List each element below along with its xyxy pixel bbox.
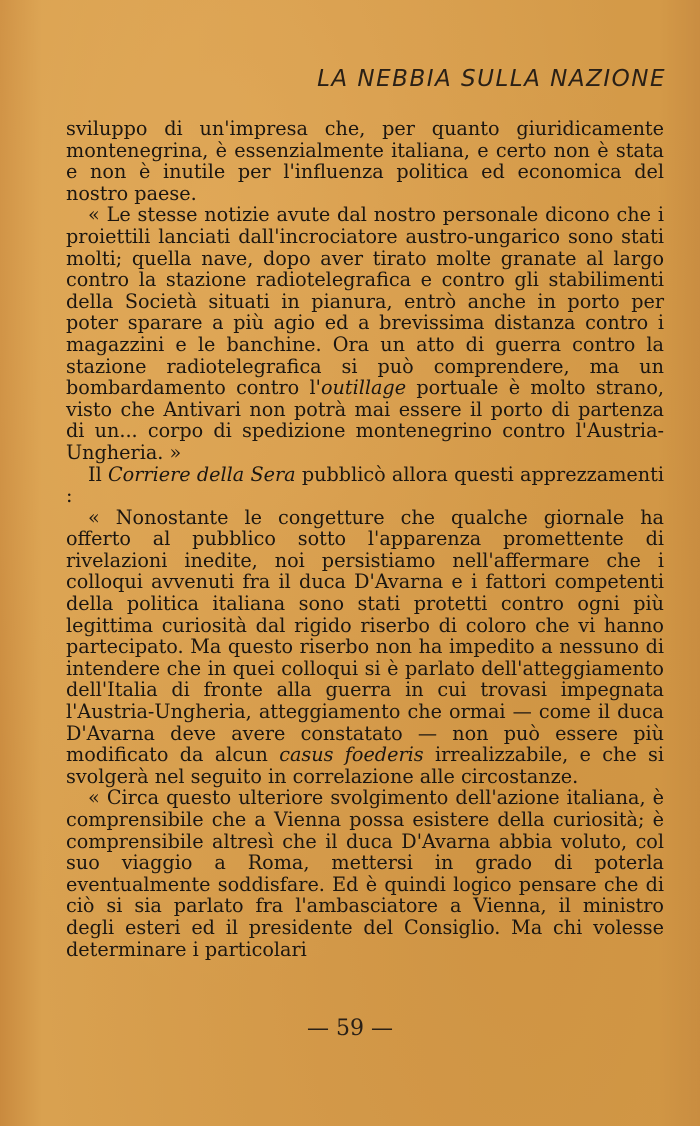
paragraph-3-italic-newspaper: Corriere della Sera (108, 462, 296, 486)
paragraph-4-italic-casus: casus foederis (279, 743, 424, 767)
paragraph-2-text-b: portuale è molto strano, visto che Antivari non potrà mai essere il porto di partenza di un... corpo di spedizione montenegrino contro l'Austria-Ungheria. » (66, 376, 664, 464)
paragraph-2-italic-outillage: outillage (320, 376, 407, 400)
paragraph-2 (66, 204, 664, 463)
paragraph-1 (66, 118, 664, 204)
paragraph-4-text-b: irrealizzabile, e che si svolgerà nel seguito in correlazione alle circostanze. (66, 743, 665, 788)
paragraph-3-text-a: Il (88, 462, 108, 486)
paragraph-2-text-a: « Le stesse notizie avute dal nostro personale dicono che i proiettili lanciati dall'incrociatore austro-ungarico sono stati molti; quella nave, dopo aver tirato molte granate al largo contro la stazione radiotelegrafica e contro gli stabilimenti della Società situati in pianura, entrò anche in porto per poter sparare a più agio ed a brevissima distanza contro i magazzini e le banchine. Ora un atto di guerra contro la stazione radiotelegrafica si può comprendere, ma un bombardamento contro l' (66, 203, 664, 400)
paragraph-4-text-a: « Nonostante le congetture che qualche giornale ha offerto al pubblico sotto l'apparenza promettente di rivelazioni inedite, noi persistiamo nell'affermare che i colloqui avvenuti fra il duca D'Avarna e i fattori competenti della politica italiana sono stati protetti contro ogni più legittima curiosità dal rigido riserbo di coloro che vi hanno partecipato. Ma questo riserbo non ha impedito a nessuno di intendere che in quei colloqui si è parlato dell'atteggiamento dell'Italia di fronte alla guerra in cui trovasi impegnata l'Austria-Ungheria, atteggiamento che ormai — come il duca D'Avarna deve avere constatato — non può essere più modificato da alcun (66, 505, 664, 767)
paragraph-1-text: sviluppo di un'impresa che, per quanto giuridicamente montenegrina, è essenzialmente italiana, e certo non è stata e non è inutile per l'influenza politica ed economica del nostro paese. (66, 117, 664, 205)
paragraph-3 (66, 464, 664, 507)
running-head: LA NEBBIA SULLA NAZIONE (317, 66, 666, 92)
paragraph-5 (66, 787, 664, 960)
paragraph-4 (66, 507, 664, 788)
page-number: — 59 — (307, 1016, 393, 1041)
body-text (66, 118, 664, 960)
paragraph-5-text: « Circa questo ulteriore svolgimento dell'azione italiana, è comprensibile che a Vienna possa esistere della curiosità; è comprensibile altresì che il duca D'Avarna abbia voluto, col suo viaggio a Roma, mettersi in grado di poterla eventualmente soddisfare. Ed è quindi logico pensare che di ciò si sia parlato fra l'ambasciatore a Vienna, il ministro degli esteri ed il presidente del Consiglio. Ma chi volesse determinare i particolari (66, 786, 664, 961)
paragraph-3-text-b: pubblicò allora questi apprezzamenti : (66, 462, 664, 508)
